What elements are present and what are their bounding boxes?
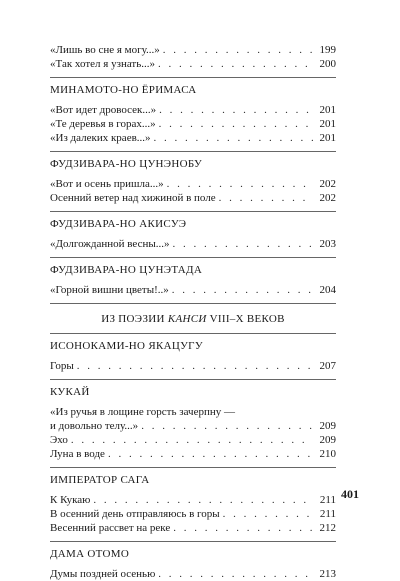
leader-dots [167,177,313,191]
toc-entry-page: 202 [319,178,336,190]
toc-entry-page: 201 [319,118,336,130]
toc-entry[interactable] [50,419,336,433]
toc-entry-page: 211 [319,508,336,520]
toc-entry-title: «Вот идет дровосек...» [50,104,157,116]
toc-entry[interactable] [50,177,336,191]
toc-entry[interactable] [50,43,336,57]
leader-dots [163,43,313,57]
leader-dots [172,283,313,297]
toc-entry[interactable] [50,117,336,131]
toc-entry[interactable] [50,493,336,507]
toc-entry[interactable] [50,283,336,297]
leader-dots [159,103,313,117]
toc-entry-page: 200 [319,58,336,70]
toc-entry-title: и довольно телу...» [50,420,139,432]
toc-entry[interactable] [50,191,336,205]
toc-entry[interactable] [50,447,336,461]
divider [50,151,336,152]
toc-entry-page: 213 [319,568,336,580]
divider [50,333,336,334]
leader-dots [93,493,313,507]
toc-entry-title: Осенний ветер над хижиной в поле [50,192,216,204]
section-title: ИЗ ПОЭЗИИ КАНСИ VIII–X ВЕКОВ [101,313,285,325]
toc-entry-title: Горы [50,360,74,372]
leader-dots [173,237,314,251]
toc-entry[interactable] [50,521,336,535]
toc-entry-title: «Так хотел я узнать...» [50,58,155,70]
toc-entry-page: 212 [319,522,336,534]
toc-entry-title: «Те деревья в горах...» [50,118,156,130]
leader-dots [173,521,313,535]
page-number: 401 [341,487,359,501]
toc-entry-page: 204 [319,284,336,296]
divider [50,303,336,304]
toc-entry-title: Весенний рассвет на реке [50,522,171,534]
toc-entry-title: Думы поздней осенью [50,568,156,580]
author-heading: ФУДЗИВАРА-НО АКИСУЭ [50,218,187,230]
toc-entry-title: «Долгожданной весны...» [50,238,170,250]
leader-dots [141,419,313,433]
leader-dots [71,433,313,447]
leader-dots [158,567,313,581]
toc-entry-page: 209 [319,420,336,432]
toc-entry[interactable] [50,567,336,581]
toc-entry-title: Луна в воде [50,448,105,460]
author-heading: ДАМА ОТОМО [50,548,130,560]
toc-entry-title: «Из далеких краев...» [50,132,151,144]
toc-entry[interactable] [50,103,336,117]
divider [50,467,336,468]
toc-entry-title: «Лишь во сне я могу...» [50,44,160,56]
toc-entry-page: 207 [319,360,336,372]
toc-entry-page: 210 [319,448,336,460]
table-of-contents [50,40,336,581]
leader-dots [154,131,313,145]
leader-dots [219,191,313,205]
divider [50,379,336,380]
author-heading: КУКАЙ [50,386,90,398]
toc-entry-title: Эхо [50,434,68,446]
author-heading: ИМПЕРАТОР САГА [50,474,150,486]
toc-entry-page: 201 [319,132,336,144]
toc-entry-page: 202 [319,192,336,204]
toc-entry-page: 211 [319,494,336,506]
author-heading: МИНАМОТО-НО ЁРИМАСА [50,84,197,96]
divider [50,541,336,542]
toc-entry-title: К Кукаю [50,494,91,506]
toc-entry-title: «Вот и осень пришла...» [50,178,164,190]
toc-entry[interactable] [50,507,336,521]
divider [50,211,336,212]
toc-entry-title: В осенний день отправляюсь в горы [50,508,220,520]
leader-dots [77,359,313,373]
toc-entry[interactable] [50,57,336,71]
author-heading: ФУДЗИВАРА-НО ЦУНЭНОБУ [50,158,203,170]
divider [50,257,336,258]
divider [50,77,336,78]
toc-entry-title: «Горной вишни цветы!..» [50,284,169,296]
toc-entry-title-line: «Из ручья в лощине горсть зачерпну — [50,406,235,418]
leader-dots [159,117,313,131]
author-heading: ИСОНОКАМИ-НО ЯКАЦУГУ [50,340,203,352]
leader-dots [158,57,313,71]
toc-entry[interactable] [50,433,336,447]
toc-entry[interactable] [50,237,336,251]
toc-entry[interactable] [50,131,336,145]
author-heading: ФУДЗИВАРА-НО ЦУНЭТАДА [50,264,203,276]
leader-dots [223,507,313,521]
toc-entry[interactable] [50,359,336,373]
leader-dots [108,447,313,461]
toc-entry-page: 203 [319,238,336,250]
toc-entry-page: 201 [319,104,336,116]
toc-entry-page: 209 [319,434,336,446]
toc-entry-page: 199 [319,44,336,56]
